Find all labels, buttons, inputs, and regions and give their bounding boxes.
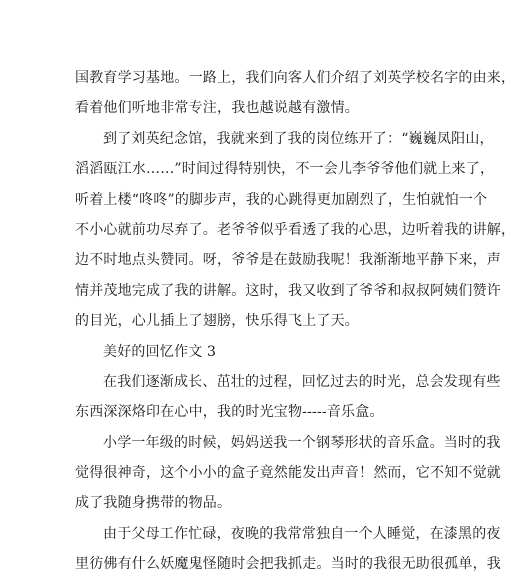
- text-line: 的目光，心儿插上了翅膀，快乐得飞上了天。: [75, 313, 359, 330]
- text-line: 里彷佛有什么妖魔鬼怪随时会把我抓走。当时的我很无助很孤单，我: [75, 556, 501, 573]
- section-heading: 美好的回忆作文 3: [103, 343, 217, 360]
- text-line: 在我们逐渐成长、茁壮的过程，回忆过去的时光，总会发现有些: [103, 373, 501, 390]
- text-line: 不小心就前功尽弃了。老爷爷似乎看透了我的心思，边听着我的讲解，: [75, 221, 515, 238]
- text-line: 小学一年级的时候，妈妈送我一个钢琴形状的音乐盒。当时的我: [103, 434, 501, 451]
- text-line: 觉得很神奇，这个小小的盒子竟然能发出声音！然而，它不知不觉就: [75, 465, 501, 482]
- text-line: 听着上楼“咚咚”的脚步声，我的心跳得更加剧烈了，生怕就怕一个: [75, 191, 488, 208]
- text-line: 边不时地点头赞同。呀，爷爷是在鼓励我呢！我渐渐地平静下来，声: [75, 252, 501, 269]
- text-line: 看着他们听地非常专注，我也越说越有激情。: [75, 100, 359, 117]
- text-line: 成了我随身携带的物品。: [75, 495, 232, 512]
- text-line: 滔滔瓯江水……”时间过得特别快，不一会儿李爷爷他们就上来了，: [75, 161, 495, 178]
- document-page: [75, 63, 515, 580]
- text-line: 由于父母工作忙碌，夜晚的我常常独自一个人睡觉，在漆黑的夜: [103, 525, 501, 542]
- text-line: 东西深深烙印在心中，我的时光宝物-----音乐盒。: [75, 404, 384, 421]
- text-line: 到了刘英纪念馆，我就来到了我的岗位练开了：“巍巍凤阳山，: [103, 130, 494, 147]
- text-line: 情并茂地完成了我的讲解。这时，我又收到了爷爷和叔叔阿姨们赞许: [75, 282, 501, 299]
- text-line: 国教育学习基地。一路上，我们向客人们介绍了刘英学校名字的由来，: [75, 70, 515, 86]
